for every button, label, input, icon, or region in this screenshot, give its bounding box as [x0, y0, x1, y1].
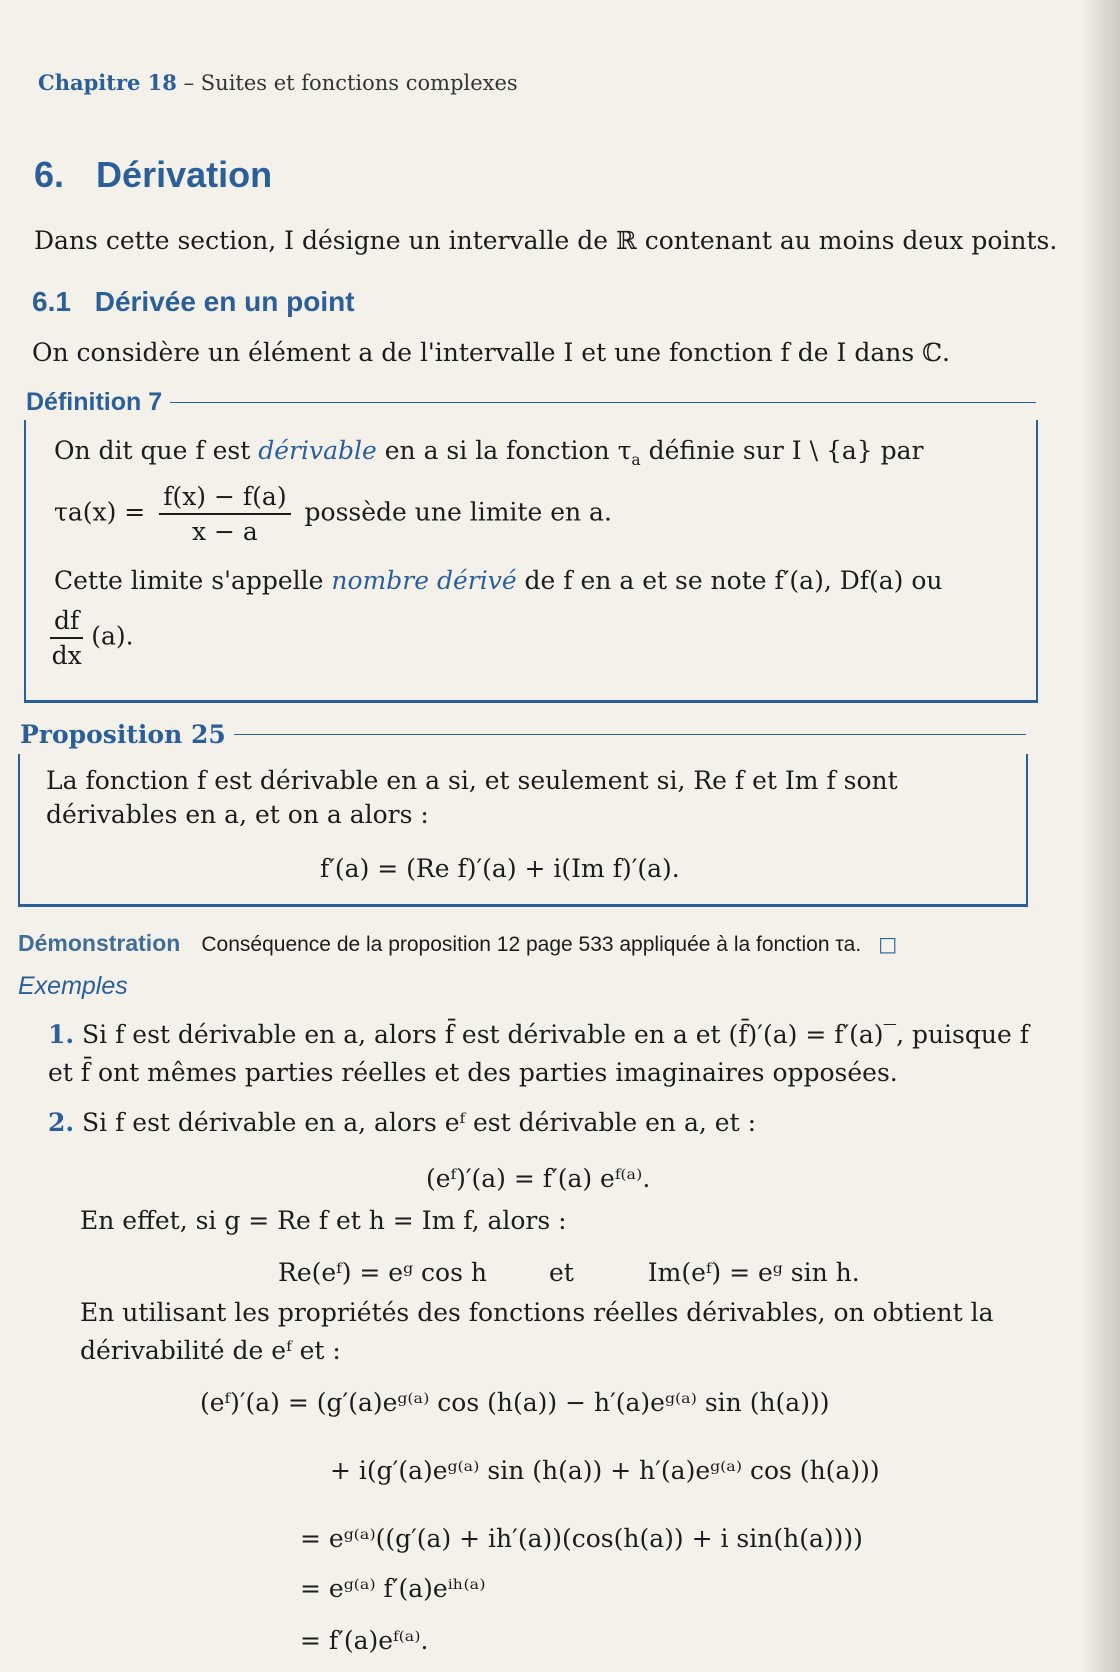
proposition-box: [18, 754, 1028, 907]
definition-text: Cette limite s'appelle: [54, 566, 332, 595]
proposition-formula: f′(a) = (Re f)′(a) + i(Im f)′(a).: [320, 854, 680, 883]
examples-label: Exemples: [18, 972, 128, 1000]
df-dx-notation: [50, 606, 134, 670]
subsection-name: Dérivée en un point: [94, 286, 355, 317]
derivative-eq-1: (eᶠ)′(a) = (g′(a)eᵍ⁽ᵃ⁾ cos (h(a)) − h′(a)eᵍ⁽ᵃ⁾ sin (h(a))): [200, 1388, 830, 1417]
term-derivable: dérivable: [258, 436, 377, 465]
definition-line-3: [54, 566, 943, 595]
section-number: 6.: [34, 154, 65, 195]
example-2-number: 2.: [48, 1108, 75, 1137]
example-1: [48, 1016, 1048, 1092]
chapter-title: – Suites et fonctions complexes: [183, 71, 518, 95]
subsection-intro: On considère un élément a de l'intervalle I et une fonction f de I dans ℂ.: [32, 338, 950, 367]
section-intro: Dans cette section, I désigne un intervalle de ℝ contenant au moins deux points.: [34, 226, 1058, 255]
definition-line-1: On dit que f est dérivable en a si la fonction $\tau_a$ définie sur I \ {a} par: [54, 436, 924, 469]
derivative-eq-3: = eᵍ⁽ᵃ⁾((g′(a) + ih′(a))(cos(h(a)) + i sin(h(a)))): [300, 1524, 863, 1553]
definition-rule: [170, 402, 1036, 403]
df-numerator: df: [50, 606, 83, 639]
definition-text: On dit que f est: [54, 436, 259, 465]
subsection-number: 6.1: [32, 286, 71, 317]
qed-symbol: □: [878, 932, 898, 956]
term-nombre-derive: nombre dérivé: [331, 566, 517, 595]
example-1-text: Si f est dérivable en a, alors f̄ est dérivable en a et (f̄)′(a) = f′(a)‾, puisque f et f̄ ont mêmes parties réelles et des parties imaginaires opposées.: [48, 1020, 1029, 1087]
proposition-title: [20, 720, 1026, 749]
definition-text: en a si la fonction τ: [376, 436, 632, 465]
demonstration-text: Conséquence de la proposition 12 page 533 appliquée à la fonction τa.: [201, 933, 862, 956]
demonstration-label: Démonstration: [18, 930, 181, 956]
running-header: [38, 70, 518, 95]
im-exp-f: Im(eᶠ) = eᵍ sin h.: [647, 1258, 860, 1287]
en-effet-line: En effet, si g = Re f et h = Im f, alors :: [80, 1206, 567, 1235]
re-exp-f: Re(eᶠ) = eᵍ cos h: [278, 1258, 487, 1287]
derivative-eq-4: = eᵍ⁽ᵃ⁾ f′(a)eⁱʰ⁽ᵃ⁾: [300, 1574, 486, 1603]
chapter-number: Chapitre 18: [38, 70, 177, 95]
quotient-numerator: f(x) − f(a): [159, 482, 290, 515]
quotient-denominator: x − a: [191, 517, 258, 546]
section-name: Dérivation: [96, 154, 273, 195]
definition-formula: [54, 482, 612, 546]
proposition-label: Proposition 25: [20, 720, 226, 749]
df-dx-fraction: [50, 606, 83, 670]
demonstration-line: [18, 930, 897, 957]
definition-text: de f en a et se note f′(a), Df(a) ou: [516, 566, 943, 595]
re-im-formula: [278, 1258, 860, 1287]
example-2-formula: (eᶠ)′(a) = f′(a) eᶠ⁽ᵃ⁾.: [426, 1164, 651, 1193]
section-title: [34, 154, 272, 196]
subsection-title: [32, 286, 355, 318]
dx-denominator: dx: [51, 641, 82, 670]
page-edge-shadow: [1080, 0, 1120, 1672]
difference-quotient: [159, 482, 290, 546]
et-word: et: [548, 1258, 574, 1287]
definition-box: [24, 420, 1038, 703]
definition-title: [26, 388, 1036, 417]
utilisant-paragraph: En utilisant les propriétés des fonctions réelles dérivables, on obtient la dérivabilité de eᶠ et :: [80, 1298, 994, 1365]
definition-label: Définition 7: [26, 388, 163, 416]
df-tail: (a).: [91, 621, 134, 651]
example-1-number: 1.: [48, 1020, 75, 1049]
derivative-eq-2: + i(g′(a)eᵍ⁽ᵃ⁾ sin (h(a)) + h′(a)eᵍ⁽ᵃ⁾ cos (h(a))): [330, 1456, 880, 1485]
proposition-text: La fonction f est dérivable en a si, et seulement si, Re f et Im f sont dérivables en a, et on a alors :: [46, 766, 898, 829]
formula-tail: possède une limite en a.: [304, 497, 612, 527]
proposition-rule: [234, 734, 1026, 735]
tau-lhs: τa(x) =: [54, 497, 146, 527]
example-2: [48, 1108, 1048, 1137]
definition-text: définie sur I \ {a} par: [640, 436, 924, 465]
example-2-text: Si f est dérivable en a, alors eᶠ est dérivable en a, et :: [82, 1108, 756, 1137]
derivative-eq-5: = f′(a)eᶠ⁽ᵃ⁾.: [300, 1626, 429, 1655]
